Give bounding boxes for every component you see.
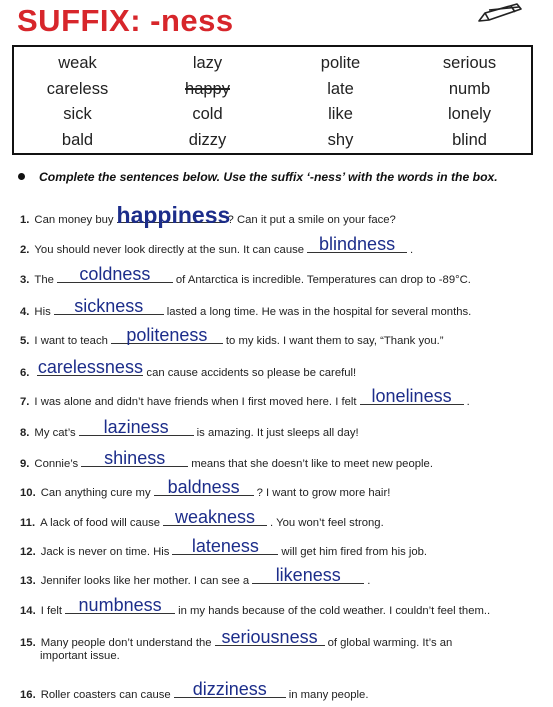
question-9	[20, 450, 433, 474]
instructions-text: Complete the sentences below. Use the suffix ‘-ness’ with the words in the box.	[39, 170, 498, 184]
word-lonely: lonely	[447, 105, 492, 123]
question-number: 1.	[20, 214, 30, 226]
pencil-icon	[477, 2, 523, 24]
question-text-before: His	[34, 306, 51, 318]
word-blind: blind	[452, 130, 487, 149]
question-text-after: to my kids. I want them to say, “Thank you.”	[225, 335, 444, 347]
handwritten-answer: numbness	[78, 595, 162, 615]
handwritten-answer: dizziness	[192, 679, 267, 699]
handwritten-answer: shiness	[104, 448, 166, 468]
word-cold: cold	[192, 105, 223, 123]
question-8	[20, 419, 359, 443]
handwritten-answer: carelessness	[37, 357, 143, 377]
question-number: 14.	[20, 605, 36, 617]
answer-blank[interactable]	[307, 236, 407, 253]
question-15-continuation: important issue.	[40, 650, 120, 662]
question-1	[20, 202, 396, 230]
handwritten-answer: laziness	[103, 417, 169, 437]
instructions	[18, 170, 498, 184]
question-text-before: Jack is never on time. His	[40, 546, 170, 558]
question-number: 6.	[20, 367, 30, 379]
handwritten-answer: sickness	[74, 296, 144, 316]
question-3	[20, 266, 471, 290]
question-number: 2.	[20, 244, 30, 256]
handwritten-answer: politeness	[126, 325, 208, 345]
question-text-after: of Antarctica is incredible. Temperatures can drop to -89°C.	[175, 274, 471, 286]
question-12	[20, 538, 427, 562]
question-4	[20, 298, 471, 322]
question-text-after: in my hands because of the cold weather. I couldn’t feel them..	[178, 605, 491, 617]
word-numb: numb	[448, 79, 491, 98]
question-text-before: Many people don’t understand the	[40, 637, 212, 649]
question-16	[20, 681, 368, 705]
question-number: 9.	[20, 458, 30, 470]
answer-blank[interactable]	[54, 298, 164, 315]
question-number: 8.	[20, 427, 30, 439]
question-number: 7.	[20, 396, 30, 408]
question-number: 13.	[20, 575, 36, 587]
answer-blank[interactable]	[163, 509, 267, 526]
question-text-after: .	[466, 396, 470, 408]
question-text-before: Can money buy	[34, 214, 114, 226]
word-box	[12, 45, 533, 155]
question-text-after: ? I want to grow more hair!	[256, 487, 391, 499]
handwritten-answer: happiness	[116, 202, 231, 228]
question-number: 10.	[20, 487, 36, 499]
question-text-before: Can anything cure my	[40, 487, 151, 499]
question-text-after: will get him fired from his job.	[281, 546, 428, 558]
question-text-before: You should never look directly at the sun. It can cause	[34, 244, 305, 256]
question-text-before: Jennifer looks like her mother. I can see a	[40, 575, 250, 587]
answer-blank[interactable]	[57, 266, 173, 283]
answer-blank[interactable]	[37, 359, 143, 376]
handwritten-answer: loneliness	[371, 386, 452, 406]
page-title: SUFFIX: -ness	[17, 3, 234, 38]
answer-blank[interactable]	[79, 419, 194, 436]
answer-blank[interactable]	[81, 450, 188, 467]
word-shy: shy	[327, 130, 354, 149]
answer-blank[interactable]	[111, 327, 223, 344]
question-text-after: .	[367, 575, 371, 587]
question-10	[20, 479, 390, 503]
answer-blank[interactable]	[116, 202, 231, 228]
word-grid	[14, 51, 531, 153]
question-text-after: in many people.	[288, 689, 369, 701]
handwritten-answer: baldness	[167, 477, 240, 497]
question-2	[20, 236, 413, 260]
answer-blank[interactable]	[360, 388, 464, 405]
word-happy: happy	[185, 79, 230, 98]
question-text-after: ? Can it put a smile on your face?	[227, 214, 396, 226]
handwritten-answer: weakness	[175, 507, 256, 527]
answer-blank[interactable]	[215, 629, 325, 646]
question-number: 5.	[20, 335, 30, 347]
answer-blank[interactable]	[65, 597, 175, 614]
handwritten-answer: coldness	[79, 264, 151, 284]
word-bald: bald	[61, 130, 94, 149]
word-dizzy: dizzy	[188, 130, 227, 149]
question-number: 12.	[20, 546, 36, 558]
question-text-after: .	[410, 244, 414, 256]
question-text-before: I want to teach	[34, 335, 108, 347]
question-number: 15.	[20, 637, 36, 649]
answer-blank[interactable]	[174, 681, 286, 698]
question-text-before: I was alone and didn’t have friends when I first moved here. I felt	[34, 396, 357, 408]
word-polite: polite	[320, 54, 361, 72]
word-like: like	[328, 105, 353, 123]
handwritten-answer: likeness	[275, 565, 341, 585]
question-text-after: of global warming. It’s an	[327, 637, 453, 649]
question-text-before: Roller coasters can cause	[40, 689, 171, 701]
word-lazy: lazy	[192, 54, 223, 72]
question-text-before: Connie’s	[34, 458, 79, 470]
word-sick: sick	[63, 105, 92, 123]
word-weak: weak	[58, 54, 97, 72]
question-text-after: lasted a long time. He was in the hospital for several months.	[166, 306, 472, 318]
question-7	[20, 388, 470, 412]
question-number: 3.	[20, 274, 30, 286]
question-text-after: means that she doesn’t like to meet new people.	[191, 458, 433, 470]
handwritten-answer: seriousness	[221, 627, 318, 647]
question-text-before: My cat’s	[34, 427, 76, 439]
bullet-icon	[18, 173, 25, 180]
word-late: late	[327, 79, 354, 98]
question-13	[20, 567, 370, 591]
answer-blank[interactable]	[154, 479, 254, 496]
question-number: 16.	[20, 689, 36, 701]
word-serious: serious	[442, 54, 497, 72]
question-number: 4.	[20, 306, 30, 318]
question-text-before: I felt	[40, 605, 63, 617]
answer-blank[interactable]	[172, 538, 278, 555]
question-11	[20, 509, 384, 533]
handwritten-answer: lateness	[191, 536, 259, 556]
question-number: 11.	[20, 517, 36, 529]
question-text-after: . You won’t feel strong.	[270, 517, 384, 529]
question-text-after: is amazing. It just sleeps all day!	[196, 427, 359, 439]
handwritten-answer: blindness	[319, 234, 396, 254]
question-text-before: A lack of food will cause	[40, 517, 161, 529]
answer-blank[interactable]	[252, 567, 364, 584]
question-6	[20, 359, 356, 383]
question-text-after: can cause accidents so please be careful!	[146, 367, 357, 379]
question-5	[20, 327, 444, 351]
question-text-before: The	[34, 274, 54, 286]
question-14	[20, 597, 490, 621]
word-careless: careless	[46, 79, 109, 98]
